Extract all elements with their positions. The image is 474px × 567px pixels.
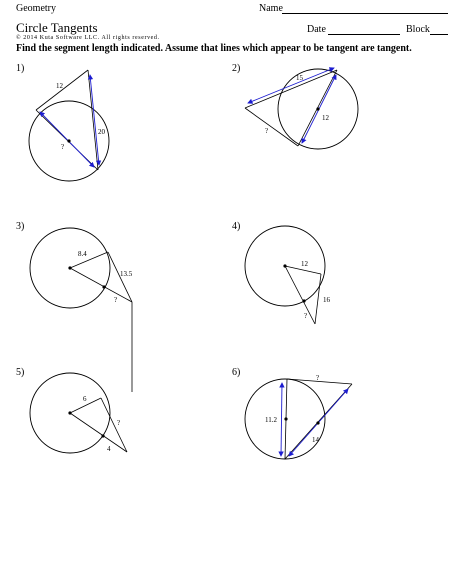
problem-3-center-dot (68, 266, 71, 269)
problem-5-label-b: 4 (107, 445, 111, 453)
problem-1-measure-arrow (40, 112, 94, 167)
problem-6-center-dot (284, 417, 287, 420)
problem-2-tangent-line (245, 70, 337, 108)
problem-3-radius (70, 252, 108, 268)
problem-5-label-a: 6 (83, 395, 87, 403)
problem-4-center-dot (283, 264, 286, 267)
problem-5-figure (30, 373, 127, 453)
problem-2-label-a: 15 (296, 74, 303, 82)
problem-6-label-a: 11.2 (265, 416, 277, 424)
problem-4-label-b: 16 (323, 296, 330, 304)
problem-4-figure (245, 226, 331, 324)
worksheet-title: Circle Tangents (16, 20, 98, 35)
block-label: Block (406, 24, 430, 35)
date-label: Date (307, 24, 326, 35)
problem-2-figure (245, 68, 358, 149)
problem-2-label-b: 12 (322, 114, 329, 122)
problem-1-unknown-label: ? (61, 143, 65, 151)
problem-6-tangent-line (287, 379, 352, 384)
problem-5-center-dot (68, 411, 71, 414)
problem-6-figure (245, 374, 352, 459)
problem-3-label-b: 13.5 (120, 270, 133, 278)
problem-4-secant-line (285, 266, 315, 324)
problem-2-number: 2) (232, 63, 241, 74)
problem-5-unknown-label: ? (117, 419, 121, 427)
problem-3-label-a: 8.4 (78, 250, 87, 258)
problem-1-label-a: 12 (56, 82, 63, 90)
problem-1-label-b: 20 (98, 128, 105, 136)
problem-2-unknown-label: ? (265, 127, 269, 135)
problem-2-measure-arrow (248, 68, 334, 103)
name-label: Name (259, 3, 283, 14)
problem-1-number: 1) (16, 63, 25, 74)
problem-3-number: 3) (16, 221, 25, 232)
subject-label: Geometry (16, 3, 56, 14)
problem-6-unknown-label: ? (316, 374, 320, 382)
copyright-notice: © 2014 Kuta Software LLC. All rights reserved. (16, 35, 160, 41)
problem-6-measure-arrow (281, 383, 282, 456)
problem-1-measure-arrow (90, 75, 99, 165)
problem-6-intersection-dot (316, 421, 319, 424)
problem-1-tangent-segment (36, 70, 88, 110)
problem-3-figure (30, 228, 133, 392)
problem-5-intersection-dot (101, 434, 104, 437)
problem-2-center-dot (316, 107, 319, 110)
problem-3-intersection-dot (102, 285, 105, 288)
problem-4-unknown-label: ? (304, 312, 308, 320)
problem-4-intersection-dot (302, 299, 305, 302)
problem-6-label-b: 14 (312, 436, 319, 444)
problem-4-number: 4) (232, 221, 241, 232)
problem-1-secant-line (88, 70, 98, 170)
problem-6-number: 6) (232, 367, 241, 378)
problem-5-tangent-line (101, 398, 127, 452)
problem-4-label-a: 12 (301, 260, 308, 268)
problem-1-figure (29, 70, 109, 181)
problem-5-number: 5) (16, 367, 25, 378)
instructions: Find the segment length indicated. Assume that lines which appear to be tangent are tangent. (16, 43, 412, 54)
problem-1-center-dot (67, 139, 70, 142)
problem-3-unknown-label: ? (114, 296, 118, 304)
problem-4-tangent-line (315, 274, 321, 324)
problem-2-secant-line (245, 108, 298, 146)
